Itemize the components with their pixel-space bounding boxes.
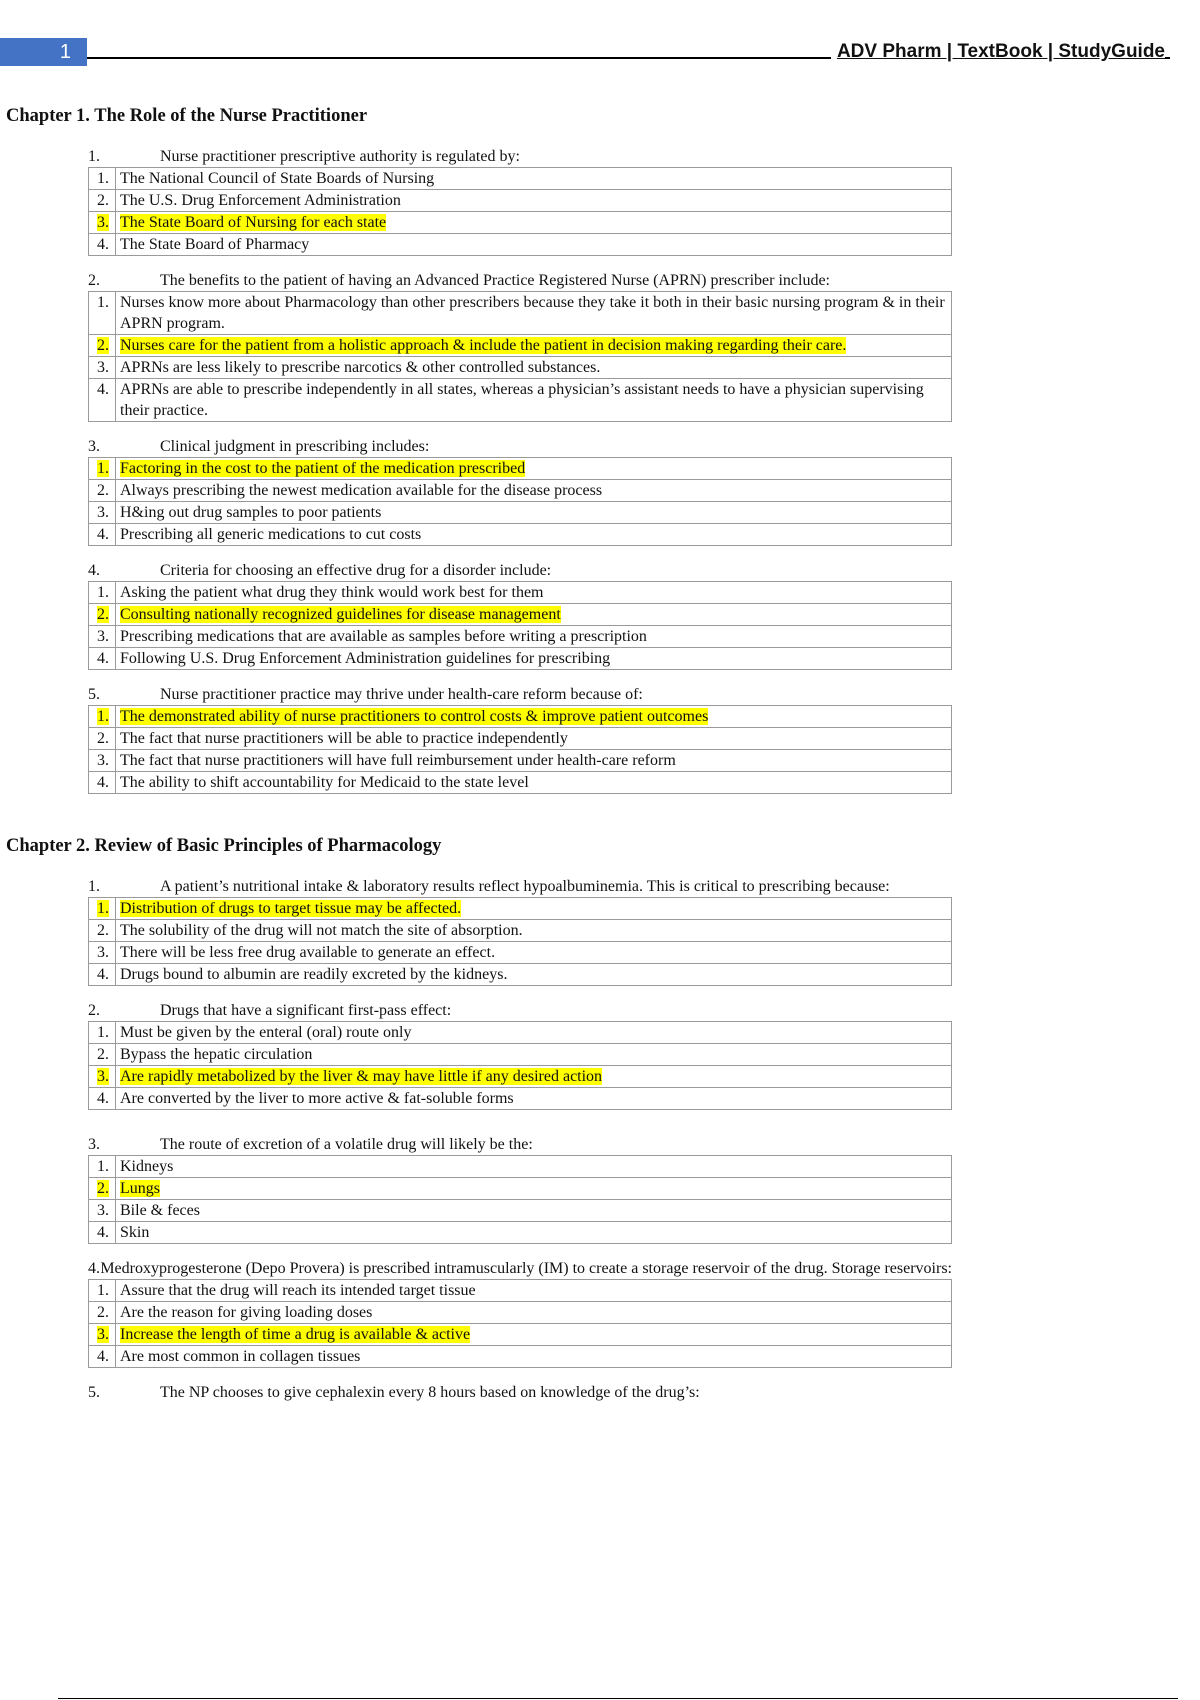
option-number: 1. bbox=[89, 292, 116, 335]
option-row-answer bbox=[89, 212, 952, 234]
option-text: Are rapidly metabolized by the liver & may have little if any desired action bbox=[116, 1066, 952, 1088]
option-number: 2. bbox=[89, 190, 116, 212]
question-block bbox=[88, 270, 952, 422]
option-number: 2. bbox=[89, 1302, 116, 1324]
options-table bbox=[88, 167, 952, 256]
question-block bbox=[88, 1258, 952, 1368]
option-text: Are most common in collagen tissues bbox=[116, 1346, 952, 1368]
option-number: 4. bbox=[89, 648, 116, 670]
option-row-answer bbox=[89, 604, 952, 626]
option-number: 1. bbox=[89, 1280, 116, 1302]
question-text: Medroxyprogesterone (Depo Provera) is prescribed intramuscularly (IM) to create a storage reservoir of the drug. Storage reservoirs: bbox=[100, 1260, 952, 1277]
option-number: 2. bbox=[89, 728, 116, 750]
question-number: 4. bbox=[88, 562, 100, 579]
option-text: Prescribing all generic medications to cut costs bbox=[116, 524, 952, 546]
option-row bbox=[89, 379, 952, 422]
option-text: H&ing out drug samples to poor patients bbox=[116, 502, 952, 524]
page-number: 1 bbox=[0, 38, 87, 66]
option-row bbox=[89, 1156, 952, 1178]
question-block bbox=[88, 684, 952, 794]
option-row bbox=[89, 168, 952, 190]
option-row-answer bbox=[89, 898, 952, 920]
option-text: Asking the patient what drug they think would work best for them bbox=[116, 582, 952, 604]
question-block bbox=[88, 560, 952, 670]
option-row-answer bbox=[89, 1178, 952, 1200]
option-row bbox=[89, 728, 952, 750]
options-table bbox=[88, 291, 952, 422]
option-number: 4. bbox=[89, 234, 116, 256]
option-text: The fact that nurse practitioners will have full reimbursement under health-care reform bbox=[116, 750, 952, 772]
option-text: Drugs bound to albumin are readily excreted by the kidneys. bbox=[116, 964, 952, 986]
option-row bbox=[89, 502, 952, 524]
question-text: Clinical judgment in prescribing includes: bbox=[160, 438, 430, 455]
chapter-title: Chapter 1. The Role of the Nurse Practitioner bbox=[6, 106, 368, 126]
question-text: Criteria for choosing an effective drug for a disorder include: bbox=[160, 562, 552, 579]
option-row bbox=[89, 1088, 952, 1110]
option-text: Distribution of drugs to target tissue may be affected. bbox=[116, 898, 952, 920]
option-row bbox=[89, 1044, 952, 1066]
options-table bbox=[88, 897, 952, 986]
option-row-answer bbox=[89, 1066, 952, 1088]
option-text: Factoring in the cost to the patient of the medication prescribed bbox=[116, 458, 952, 480]
option-number: 2. bbox=[89, 335, 116, 357]
option-text: The National Council of State Boards of Nursing bbox=[116, 168, 952, 190]
option-row bbox=[89, 942, 952, 964]
option-text: The ability to shift accountability for Medicaid to the state level bbox=[116, 772, 952, 794]
option-number: 4. bbox=[89, 524, 116, 546]
option-row bbox=[89, 524, 952, 546]
options-table bbox=[88, 1021, 952, 1110]
option-row bbox=[89, 357, 952, 379]
question-block bbox=[88, 1000, 952, 1110]
option-number: 4. bbox=[89, 1346, 116, 1368]
option-text: Consulting nationally recognized guidelines for disease management bbox=[116, 604, 952, 626]
question-number: 3. bbox=[88, 1136, 100, 1153]
option-number: 1. bbox=[89, 898, 116, 920]
option-number: 1. bbox=[89, 706, 116, 728]
option-number: 1. bbox=[89, 1156, 116, 1178]
option-number: 3. bbox=[89, 1066, 116, 1088]
question-text: Drugs that have a significant first-pass effect: bbox=[160, 1002, 452, 1019]
question-number: 2. bbox=[88, 272, 100, 289]
option-number: 1. bbox=[89, 1022, 116, 1044]
chapter-title: Chapter 2. Review of Basic Principles of Pharmacology bbox=[6, 836, 442, 856]
option-text: Kidneys bbox=[116, 1156, 952, 1178]
option-number: 3. bbox=[89, 1200, 116, 1222]
option-row bbox=[89, 1302, 952, 1324]
option-row bbox=[89, 920, 952, 942]
options-table bbox=[88, 457, 952, 546]
option-text: There will be less free drug available to generate an effect. bbox=[116, 942, 952, 964]
footer-rule bbox=[58, 1698, 1178, 1699]
option-text: The fact that nurse practitioners will be able to practice independently bbox=[116, 728, 952, 750]
option-text: Prescribing medications that are available as samples before writing a prescription bbox=[116, 626, 952, 648]
option-text: Nurses care for the patient from a holistic approach & include the patient in decision making regarding their care. bbox=[116, 335, 952, 357]
option-row bbox=[89, 480, 952, 502]
option-row bbox=[89, 234, 952, 256]
option-row bbox=[89, 1280, 952, 1302]
option-number: 3. bbox=[89, 502, 116, 524]
question-block bbox=[88, 146, 952, 256]
option-number: 3. bbox=[89, 212, 116, 234]
option-text: APRNs are able to prescribe independently in all states, whereas a physician’s assistant needs to have a physician supervising their practice. bbox=[116, 379, 952, 422]
option-text: Are the reason for giving loading doses bbox=[116, 1302, 952, 1324]
option-text: Are converted by the liver to more active & fat-soluble forms bbox=[116, 1088, 952, 1110]
option-row-answer bbox=[89, 458, 952, 480]
option-text: The U.S. Drug Enforcement Administration bbox=[116, 190, 952, 212]
option-number: 3. bbox=[89, 750, 116, 772]
option-number: 4. bbox=[89, 772, 116, 794]
options-table bbox=[88, 581, 952, 670]
option-number: 2. bbox=[89, 1044, 116, 1066]
option-text: The State Board of Pharmacy bbox=[116, 234, 952, 256]
option-number: 4. bbox=[89, 1088, 116, 1110]
option-number: 2. bbox=[89, 604, 116, 626]
option-row bbox=[89, 190, 952, 212]
option-text: Lungs bbox=[116, 1178, 952, 1200]
option-row-answer bbox=[89, 706, 952, 728]
question-text: Nurse practitioner prescriptive authority is regulated by: bbox=[160, 148, 520, 165]
option-text: Increase the length of time a drug is available & active bbox=[116, 1324, 952, 1346]
option-row bbox=[89, 1200, 952, 1222]
option-row bbox=[89, 1346, 952, 1368]
option-number: 1. bbox=[89, 458, 116, 480]
option-text: The State Board of Nursing for each state bbox=[116, 212, 952, 234]
option-row-answer bbox=[89, 335, 952, 357]
option-text: The solubility of the drug will not match the site of absorption. bbox=[116, 920, 952, 942]
option-number: 4. bbox=[89, 1222, 116, 1244]
question-text: The route of excretion of a volatile drug will likely be the: bbox=[160, 1136, 533, 1153]
question-number: 1. bbox=[88, 148, 100, 165]
options-table bbox=[88, 1155, 952, 1244]
question-number: 5. bbox=[88, 686, 100, 703]
option-row bbox=[89, 1222, 952, 1244]
option-row bbox=[89, 1022, 952, 1044]
option-number: 4. bbox=[89, 379, 116, 422]
option-text: Following U.S. Drug Enforcement Administration guidelines for prescribing bbox=[116, 648, 952, 670]
option-text: APRNs are less likely to prescribe narcotics & other controlled substances. bbox=[116, 357, 952, 379]
option-row bbox=[89, 964, 952, 986]
question-text: Nurse practitioner practice may thrive under health-care reform because of: bbox=[160, 686, 643, 703]
question-block bbox=[88, 876, 952, 986]
question-block bbox=[88, 436, 952, 546]
option-text: Bypass the hepatic circulation bbox=[116, 1044, 952, 1066]
option-number: 1. bbox=[89, 168, 116, 190]
options-table bbox=[88, 1279, 952, 1368]
question-number: 5. bbox=[88, 1384, 100, 1401]
option-row-answer bbox=[89, 1324, 952, 1346]
option-text: Skin bbox=[116, 1222, 952, 1244]
option-row bbox=[89, 648, 952, 670]
option-row bbox=[89, 626, 952, 648]
question-number: 3. bbox=[88, 438, 100, 455]
option-number: 3. bbox=[89, 1324, 116, 1346]
question-number: 4. bbox=[88, 1260, 100, 1277]
question-number: 1. bbox=[88, 878, 100, 895]
question-block bbox=[88, 1134, 952, 1244]
option-row bbox=[89, 582, 952, 604]
option-number: 4. bbox=[89, 964, 116, 986]
question-text: The NP chooses to give cephalexin every 8 hours based on knowledge of the drug’s: bbox=[160, 1384, 700, 1401]
option-number: 2. bbox=[89, 480, 116, 502]
option-text: Bile & feces bbox=[116, 1200, 952, 1222]
option-text: Assure that the drug will reach its intended target tissue bbox=[116, 1280, 952, 1302]
option-number: 2. bbox=[89, 1178, 116, 1200]
question-text: A patient’s nutritional intake & laboratory results reflect hypoalbuminemia. This is critical to prescribing because: bbox=[160, 878, 890, 895]
page-header bbox=[0, 38, 1200, 66]
header-title: ADV Pharm | TextBook | StudyGuide bbox=[831, 38, 1165, 66]
option-text: The demonstrated ability of nurse practitioners to control costs & improve patient outcomes bbox=[116, 706, 952, 728]
option-number: 1. bbox=[89, 582, 116, 604]
option-text: Always prescribing the newest medication available for the disease process bbox=[116, 480, 952, 502]
option-number: 3. bbox=[89, 357, 116, 379]
option-row bbox=[89, 292, 952, 335]
option-row bbox=[89, 772, 952, 794]
question-block bbox=[88, 1382, 952, 1403]
option-text: Must be given by the enteral (oral) route only bbox=[116, 1022, 952, 1044]
option-number: 3. bbox=[89, 942, 116, 964]
document-body bbox=[0, 104, 1200, 1403]
option-number: 3. bbox=[89, 626, 116, 648]
options-table bbox=[88, 705, 952, 794]
option-row bbox=[89, 750, 952, 772]
question-text: The benefits to the patient of having an Advanced Practice Registered Nurse (APRN) prescriber include: bbox=[160, 272, 830, 289]
option-text: Nurses know more about Pharmacology than other prescribers because they take it both in their basic nursing program & in their APRN program. bbox=[116, 292, 952, 335]
question-number: 2. bbox=[88, 1002, 100, 1019]
option-number: 2. bbox=[89, 920, 116, 942]
